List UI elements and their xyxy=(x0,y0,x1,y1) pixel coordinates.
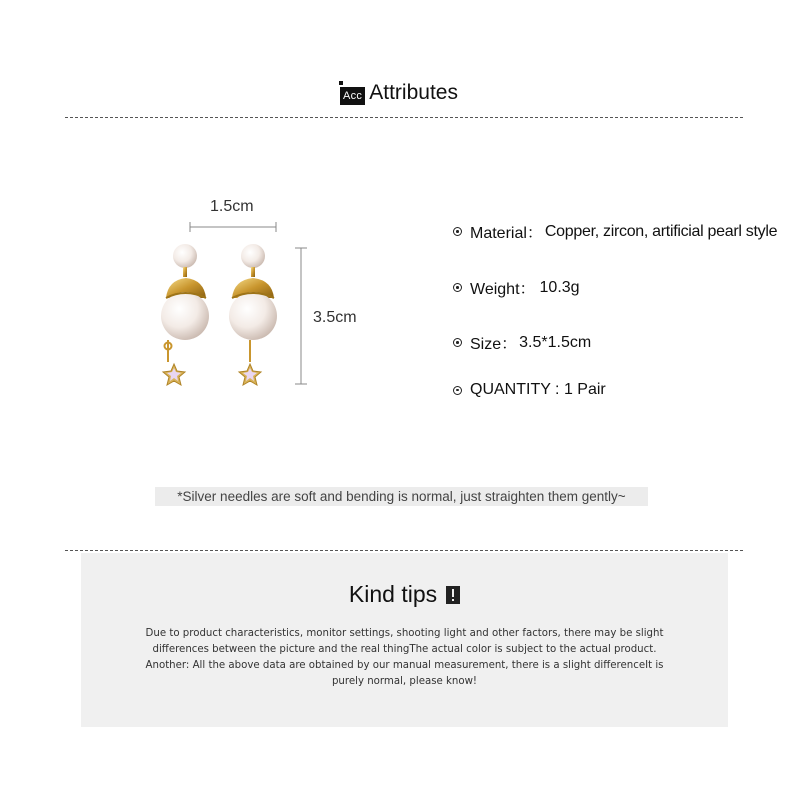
spec-quantity-label: QUANTITY : 1 Pair xyxy=(470,381,606,398)
bullet-icon xyxy=(453,386,462,395)
width-dimension-line xyxy=(186,220,281,234)
earrings-image xyxy=(150,236,290,396)
tips-line: Another: All the above data are obtained by our manual measurement, there is a slight differenceIt is xyxy=(145,660,664,671)
bullet-icon xyxy=(453,227,462,236)
height-label: 3.5cm xyxy=(313,309,357,326)
spec-material-label: Material： xyxy=(470,225,543,242)
kind-tips-title: Kind tips xyxy=(348,581,438,607)
right-earring xyxy=(229,244,277,385)
bullet-icon xyxy=(453,283,462,292)
tips-line: Due to product characteristics, monitor settings, shooting light and other factors, there may be slight xyxy=(145,628,664,639)
spec-weight xyxy=(453,276,580,299)
tips-divider xyxy=(65,550,743,551)
spec-weight-label: Weight： xyxy=(470,281,536,298)
badge-dot-icon xyxy=(339,81,343,85)
kind-tips-panel xyxy=(81,553,728,727)
tips-line: differences between the picture and the real thingThe actual color is subject to the actual product. xyxy=(152,644,657,655)
kind-tips-text xyxy=(111,626,698,690)
section-header xyxy=(340,78,458,108)
spec-size xyxy=(453,331,591,354)
spec-size-label: Size： xyxy=(470,336,518,353)
spec-material xyxy=(453,220,777,243)
left-earring xyxy=(161,244,209,385)
bullet-icon xyxy=(453,338,462,347)
spec-quantity xyxy=(453,381,606,399)
spec-size-value: 3.5*1.5cm xyxy=(519,333,592,351)
width-label: 1.5cm xyxy=(210,198,254,215)
spec-material-value: Copper, zircon, artificial pearl style xyxy=(544,222,778,240)
acc-badge xyxy=(340,87,365,105)
care-note: *Silver needles are soft and bending is normal, just straighten them gently~ xyxy=(155,487,648,506)
header-divider xyxy=(65,117,743,118)
acc-badge-text: Acc xyxy=(343,90,363,102)
tips-line: purely normal, please know! xyxy=(331,676,478,687)
kind-tips-header xyxy=(81,581,728,608)
exclamation-icon xyxy=(446,586,460,604)
spec-weight-value: 10.3g xyxy=(539,278,580,296)
page-title: Attributes xyxy=(369,81,458,104)
height-dimension-line xyxy=(293,244,309,388)
